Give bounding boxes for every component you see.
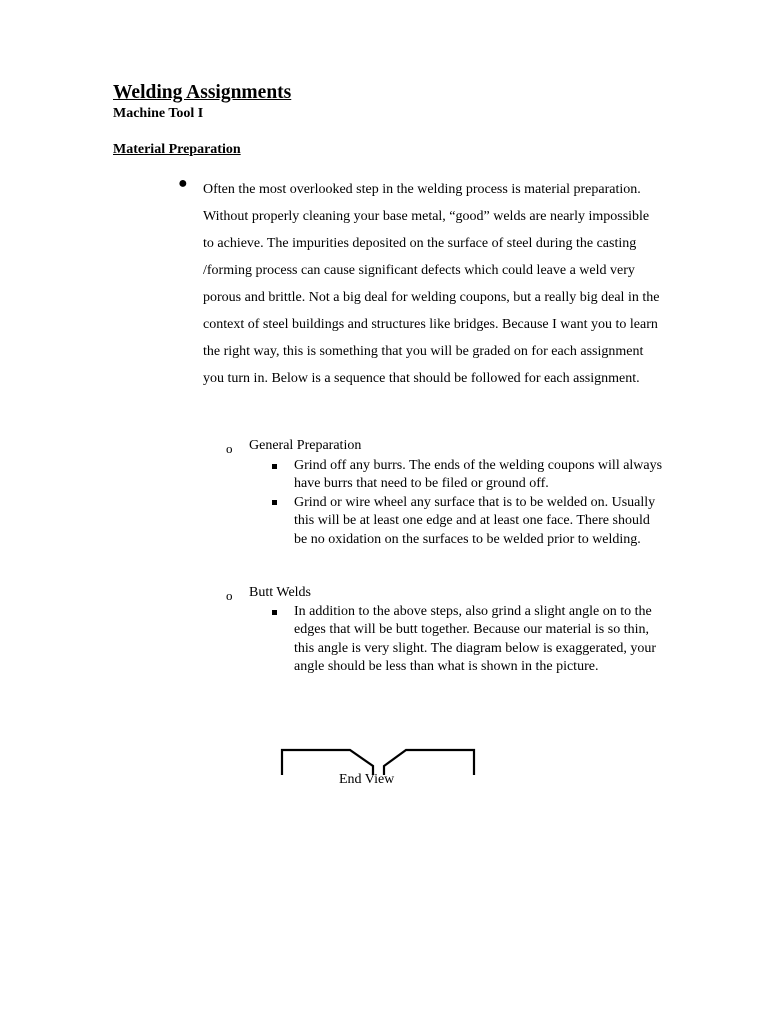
document-title: Welding Assignments bbox=[113, 82, 292, 103]
butt-welds-label: Butt Welds bbox=[249, 585, 312, 600]
intro-paragraph: Often the most overlooked step in the welding process is material preparation. Without properly cleaning your base metal, “good” welds are nearly impossible to achieve. The impurities deposited on the surface of steel during the casting /forming process can cause significant defects which could leave a weld very porous and brittle. Not a big deal for welding coupons, but a really big deal in the context of steel buildings and structures like bridges. Because I want you to learn the right way, this is something that you will be graded on for each assignment you turn in. Below is a sequence that should be followed for each assignment. bbox=[203, 182, 660, 386]
hollow-bullet-icon: o bbox=[226, 441, 233, 456]
bullet-icon: ● bbox=[178, 175, 188, 192]
square-bullet-icon bbox=[272, 464, 277, 469]
square-bullet-icon bbox=[272, 500, 277, 505]
course-name: Machine Tool I bbox=[113, 106, 204, 121]
general-preparation-label: General Preparation bbox=[249, 438, 362, 453]
hollow-bullet-icon: o bbox=[226, 588, 233, 603]
square-bullet-icon bbox=[272, 610, 277, 615]
right-plate-outline bbox=[384, 750, 474, 775]
diagram-caption: End View bbox=[339, 772, 395, 787]
list-item: Grind off any burrs. The ends of the welding coupons will always have burrs that need to be filed or ground off. bbox=[294, 458, 663, 492]
list-item: In addition to the above steps, also grind a slight angle on to the edges that will be butt together. Because our material is so thin, this angle is very slight. The diagram below is exaggerated, your angle should be less than what is shown in the picture. bbox=[294, 604, 657, 674]
list-item: Grind or wire wheel any surface that is to be welded on. Usually this will be at least one edge and at least one face. There should be no oxidation on the surfaces to be welded prior to welding. bbox=[294, 495, 656, 547]
section-heading: Material Preparation bbox=[113, 142, 241, 157]
